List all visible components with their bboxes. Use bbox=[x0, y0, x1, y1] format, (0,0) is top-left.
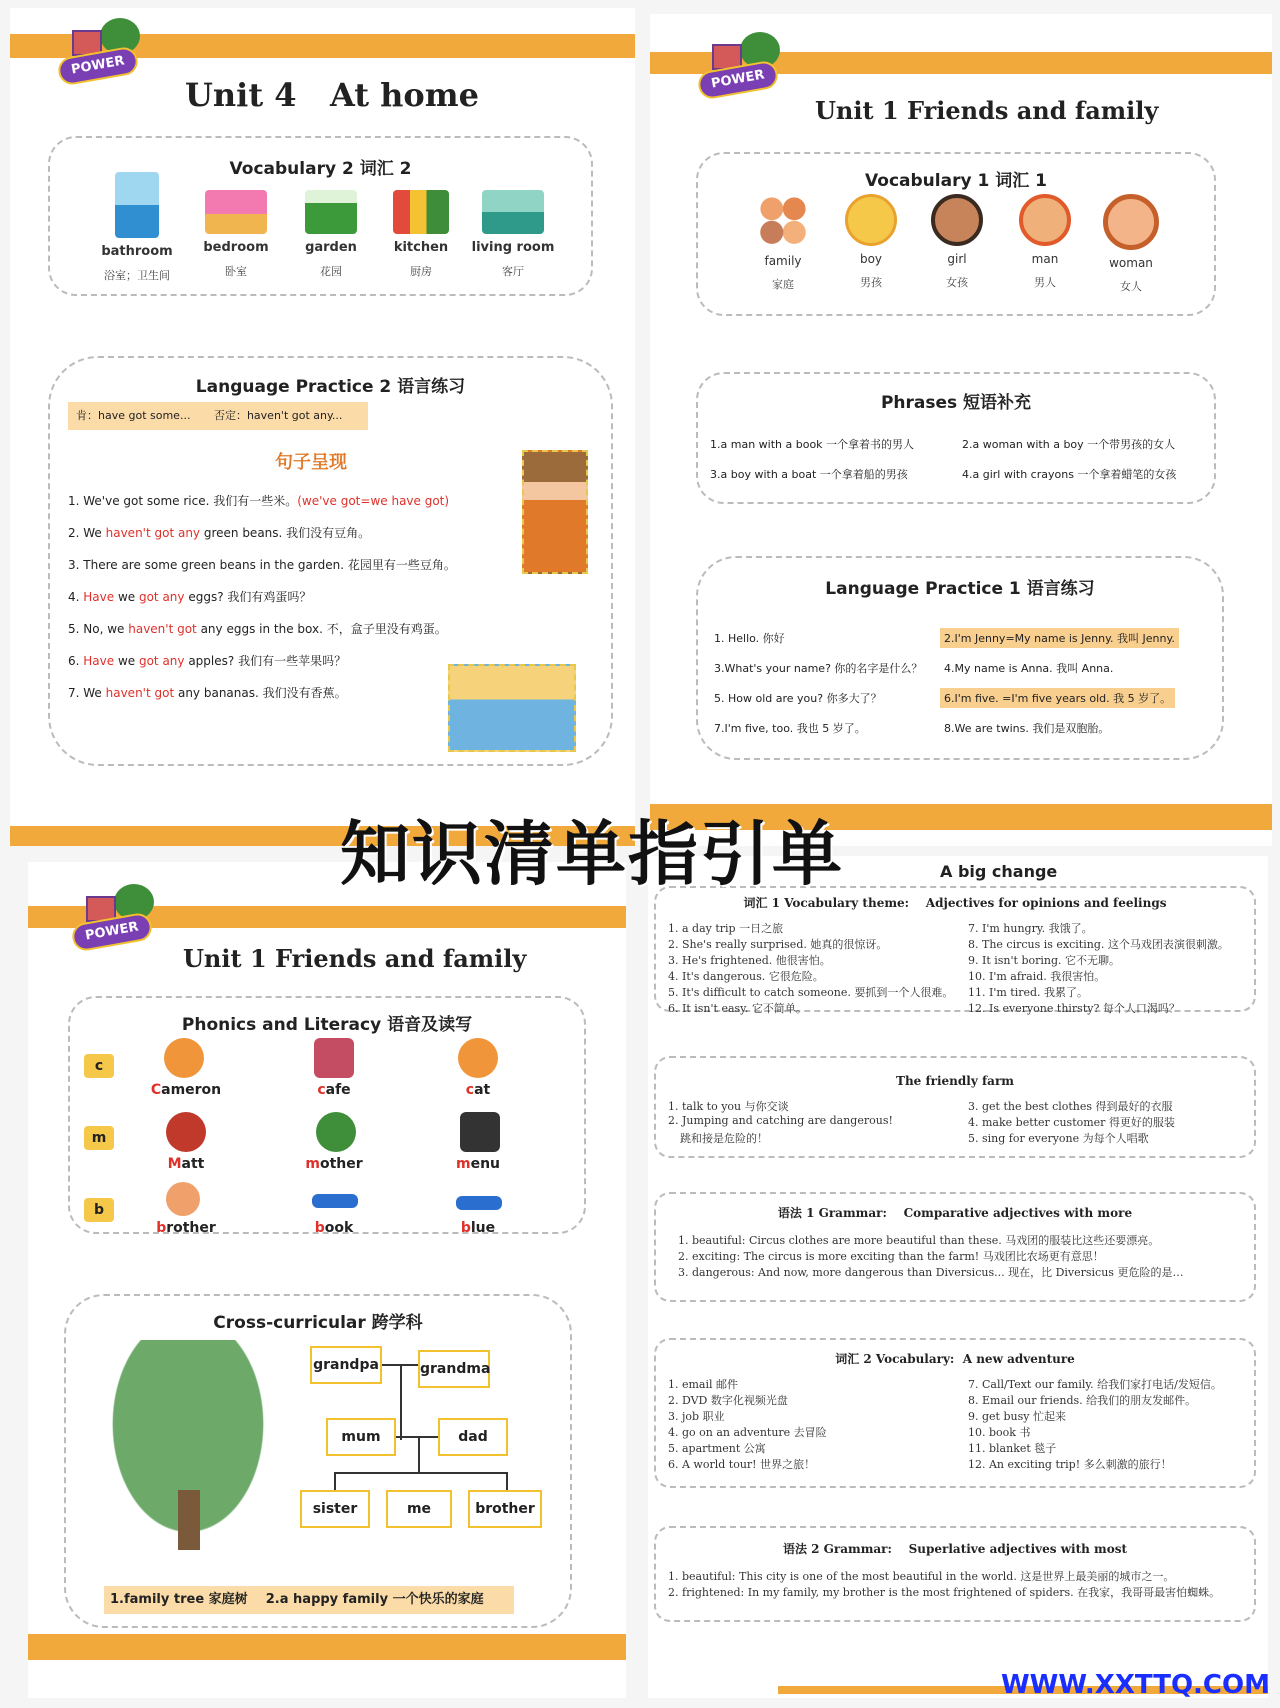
practice-line: 4.My name is Anna. 我叫 Anna. bbox=[944, 662, 1114, 675]
sentence: 6. Have we got any apples? 我们有一些苹果吗？ bbox=[68, 654, 347, 668]
phonics-word: brother bbox=[156, 1220, 216, 1236]
page-unit1-a bbox=[650, 14, 1272, 846]
section-title: 语法 1 Grammar: Comparative adjectives with more bbox=[777, 1206, 1133, 1220]
vocab-title: Vocabulary 2 词汇 2 bbox=[229, 159, 412, 179]
family-box-grandpa: grandpa bbox=[310, 1346, 382, 1384]
page-unit4 bbox=[10, 8, 635, 846]
sentence: 1. We've got some rice. 我们有一些米。(we've got=we have got) bbox=[68, 494, 450, 508]
phonics-word: cafe bbox=[317, 1082, 351, 1098]
family-box-me: me bbox=[386, 1490, 452, 1528]
cat-icon bbox=[458, 1038, 498, 1078]
sentence: 7. We haven't got any bananas. 我们没有香蕉。 bbox=[68, 686, 347, 700]
power-up-logo bbox=[694, 28, 784, 113]
kitchen-image bbox=[393, 190, 449, 234]
logo-badge: POWER UP bbox=[56, 45, 140, 86]
tree-line bbox=[506, 1472, 508, 1490]
practice-line: 6.I'm five. =I'm five years old. 我 5 岁了。 bbox=[940, 688, 1175, 708]
letter-badge: b bbox=[84, 1198, 114, 1222]
woman-image bbox=[1103, 194, 1159, 250]
family-box-dad: dad bbox=[438, 1418, 508, 1456]
vocab-title: Vocabulary 1 词汇 1 bbox=[865, 171, 1047, 191]
blue-icon bbox=[456, 1196, 502, 1210]
practice-line: 7.I'm five, too. 我也 5 岁了。 bbox=[714, 722, 866, 735]
woman-illustration bbox=[522, 450, 588, 574]
sentence: 4. Have we got any eggs? 我们有鸡蛋吗？ bbox=[68, 590, 312, 604]
tree-line bbox=[400, 1364, 402, 1440]
phonics-word: blue bbox=[460, 1220, 496, 1236]
phrase: 1.a man with a book 一个拿着书的男人 bbox=[710, 438, 915, 451]
phonics-word: Matt bbox=[167, 1156, 205, 1172]
page-a-big-change bbox=[648, 856, 1268, 1698]
brother-icon bbox=[166, 1182, 200, 1216]
vocab-item: man 男人 bbox=[990, 194, 1100, 290]
logo-badge: POWER UP bbox=[70, 911, 154, 952]
phrases-box bbox=[696, 372, 1216, 504]
tiger-icon bbox=[164, 1038, 204, 1078]
sentence: 5. No, we haven't got any eggs in the box. 不，盒子里没有鸡蛋。 bbox=[68, 622, 447, 636]
power-up-logo bbox=[68, 880, 158, 965]
phonics-box bbox=[68, 996, 586, 1234]
overlay-title: 知识清单指引单 bbox=[340, 813, 844, 895]
vocab-item: garden 花园 bbox=[276, 190, 386, 279]
phonics-word: menu bbox=[455, 1156, 501, 1172]
page-title: Unit 1 Friends and family bbox=[815, 96, 1159, 125]
practice-title: Language Practice 1 语言练习 bbox=[825, 579, 1095, 599]
practice-line: 5. How old are you? 你多大了？ bbox=[714, 692, 882, 705]
family-box-mum: mum bbox=[326, 1418, 396, 1456]
tree-trunk bbox=[178, 1490, 200, 1550]
page-title: Unit 1 Friends and family bbox=[183, 944, 527, 973]
letter-badge: m bbox=[84, 1126, 114, 1150]
footer-stripe bbox=[28, 1634, 626, 1660]
cafe-icon bbox=[314, 1038, 354, 1078]
family-box-grandma: grandma bbox=[418, 1350, 490, 1388]
family-box-sister: sister bbox=[300, 1490, 370, 1528]
friendly-farm-box: The friendly farm 1. talk to you 与你交谈 2. Jumping and catching are dangerous! 跳和接是危险的！ 3. get the best clothes 得到最好的衣服 4. make better customer 得更好的服装 5. sing for everyone 为每个人唱歌 bbox=[654, 1056, 1256, 1158]
vocab-box bbox=[48, 136, 593, 296]
phrases-title: Phrases 短语补充 bbox=[880, 393, 1032, 413]
vocab-box bbox=[696, 152, 1216, 316]
cross-curricular-box bbox=[64, 1294, 572, 1628]
menu-icon bbox=[460, 1112, 500, 1152]
language-practice-box bbox=[48, 356, 613, 766]
vocab-item: woman 女人 bbox=[1076, 194, 1186, 294]
practice-line: 3.What's your name? 你的名字是什么？ bbox=[714, 662, 923, 675]
living-room-image bbox=[482, 190, 544, 234]
vocab-item: boy 男孩 bbox=[816, 194, 926, 290]
garden-image bbox=[305, 190, 357, 234]
vocab-2-box: 词汇 2 Vocabulary: A new adventure 1. email 邮件 2. DVD 数字化视频光盘 3. job 职业 4. go on an adventure 去冒险 5. apartment 公寓 6. A world tour! 世界之旅！ 7. Call/Text our family. 给我们家打电话/发短信。 8. Email our friends. 给我们的朋友发邮件。 9. get busy 忙起来 10. book 书 11. blanket 毯子 12. An exciting trip! 多么刺激的旅行！ bbox=[654, 1338, 1256, 1488]
section-title: 词汇 1 Vocabulary theme: Adjectives for opinions and feelings bbox=[743, 896, 1167, 910]
logo-badge: POWER UP bbox=[696, 59, 780, 100]
phonics-word: Cameron bbox=[150, 1082, 222, 1098]
vocab-theme-box: 词汇 1 Vocabulary theme: Adjectives for opinions and feelings 1. a day trip 一日之旅 2. She's really surprised. 她真的很惊讶。 3. He's frightened. 他很害怕。 4. It's dangerous. 它很危险。 5. It's difficult to catch someone. 要抓到一个人很难。 6. It isn't easy. 它不简单。 7. I'm hungry. 我饿了。 8. The circus is exciting. 这个马戏团表演很刺激。 9. It isn't boring. 它不无聊。 10. I'm afraid. 我很害怕。 11. I'm tired. 我累了。 12. Is everyone thirsty? 每个人口渴吗？ bbox=[654, 886, 1256, 1012]
section-title: The friendly farm bbox=[896, 1074, 1014, 1088]
page-title: A big change bbox=[940, 862, 1058, 881]
language-practice-box bbox=[696, 556, 1224, 760]
vocab-item: family 家庭 bbox=[728, 192, 838, 292]
section-title: 词汇 2 Vocabulary: A new adventure bbox=[835, 1352, 1075, 1366]
tree-line bbox=[334, 1472, 506, 1474]
man-image bbox=[1019, 194, 1071, 246]
vocab-item: bathroom 浴室；卫生间 bbox=[82, 180, 192, 283]
practice-line: 2.I'm Jenny=My name is Jenny. 我叫 Jenny. bbox=[940, 628, 1179, 648]
practice-line: 8.We are twins. 我们是双胞胎。 bbox=[944, 722, 1110, 735]
practice-line: 1. Hello. 你好 bbox=[714, 632, 785, 645]
vocab-item: bedroom 卧室 bbox=[181, 190, 291, 279]
practice-subtitle: 句子呈现 bbox=[275, 452, 347, 473]
section-title: 语法 2 Grammar: Superlative adjectives with most bbox=[782, 1542, 1128, 1556]
grammar-note: 肯：have got some... 否定：haven't got any... bbox=[68, 402, 368, 430]
cross-title: Cross-curricular 跨学科 bbox=[213, 1313, 423, 1333]
page-unit1-b bbox=[28, 862, 626, 1698]
phonics-word: mother bbox=[305, 1156, 363, 1172]
grammar-1-box: 语法 1 Grammar: Comparative adjectives with more 1. beautiful: Circus clothes are more beautiful than these. 马戏团的服装比这些还要漂亮。 2. exciting: The circus is more exciting than the farm! 马戏团比农场更有意思！ 3. dangerous: And now, more dangerous than Diversicus... 现在，比 Diversicus 更危险的是… bbox=[654, 1192, 1256, 1302]
girl-image bbox=[931, 194, 983, 246]
vocab-item: kitchen 厨房 bbox=[366, 190, 476, 279]
family-image bbox=[755, 192, 811, 248]
phonics-word: book bbox=[314, 1220, 354, 1236]
cross-caption: 1.family tree 家庭树 2.a happy family 一个快乐的家庭 bbox=[104, 1586, 514, 1614]
vocab-item: living room 客厅 bbox=[458, 190, 568, 279]
phrase: 3.a boy with a boat 一个拿着船的男孩 bbox=[710, 468, 908, 481]
bedroom-image bbox=[205, 190, 267, 234]
practice-title: Language Practice 2 语言练习 bbox=[195, 377, 466, 397]
sentence: 3. There are some green beans in the garden. 花园里有一些豆角。 bbox=[68, 558, 456, 572]
boy-icon bbox=[166, 1112, 206, 1152]
bathroom-image bbox=[115, 172, 159, 238]
family-tree-image bbox=[100, 1340, 276, 1550]
book-icon bbox=[312, 1194, 358, 1208]
tree-line bbox=[334, 1472, 336, 1490]
mother-icon bbox=[316, 1112, 356, 1152]
boy-image bbox=[845, 194, 897, 246]
tree-line bbox=[418, 1436, 420, 1472]
grammar-2-box: 语法 2 Grammar: Superlative adjectives with most 1. beautiful: This city is one of the most beautiful in the world. 这是世界上最美丽的城市之一。 2. frightened: In my family, my brother is the most frightened of spiders. 在我家，我哥哥最害怕蜘蛛。 bbox=[654, 1526, 1256, 1622]
vocab-item: girl 女孩 bbox=[902, 194, 1012, 290]
family-box-brother: brother bbox=[468, 1490, 542, 1528]
phrase: 2.a woman with a boy 一个带男孩的女人 bbox=[962, 438, 1176, 451]
power-up-logo bbox=[54, 14, 144, 99]
kids-illustration bbox=[448, 664, 576, 752]
letter-badge: c bbox=[84, 1054, 114, 1078]
page-title: Unit 4 At home bbox=[185, 76, 479, 114]
watermark: WWW.XXTTQ.COM bbox=[1001, 1670, 1270, 1700]
phrase: 4.a girl with crayons 一个拿着蜡笔的女孩 bbox=[962, 468, 1177, 481]
tree-line bbox=[396, 1436, 438, 1438]
phonics-title: Phonics and Literacy 语音及读写 bbox=[181, 1015, 473, 1035]
phonics-word: cat bbox=[465, 1082, 491, 1098]
sentence: 2. We haven't got any green beans. 我们没有豆角。 bbox=[68, 526, 371, 540]
